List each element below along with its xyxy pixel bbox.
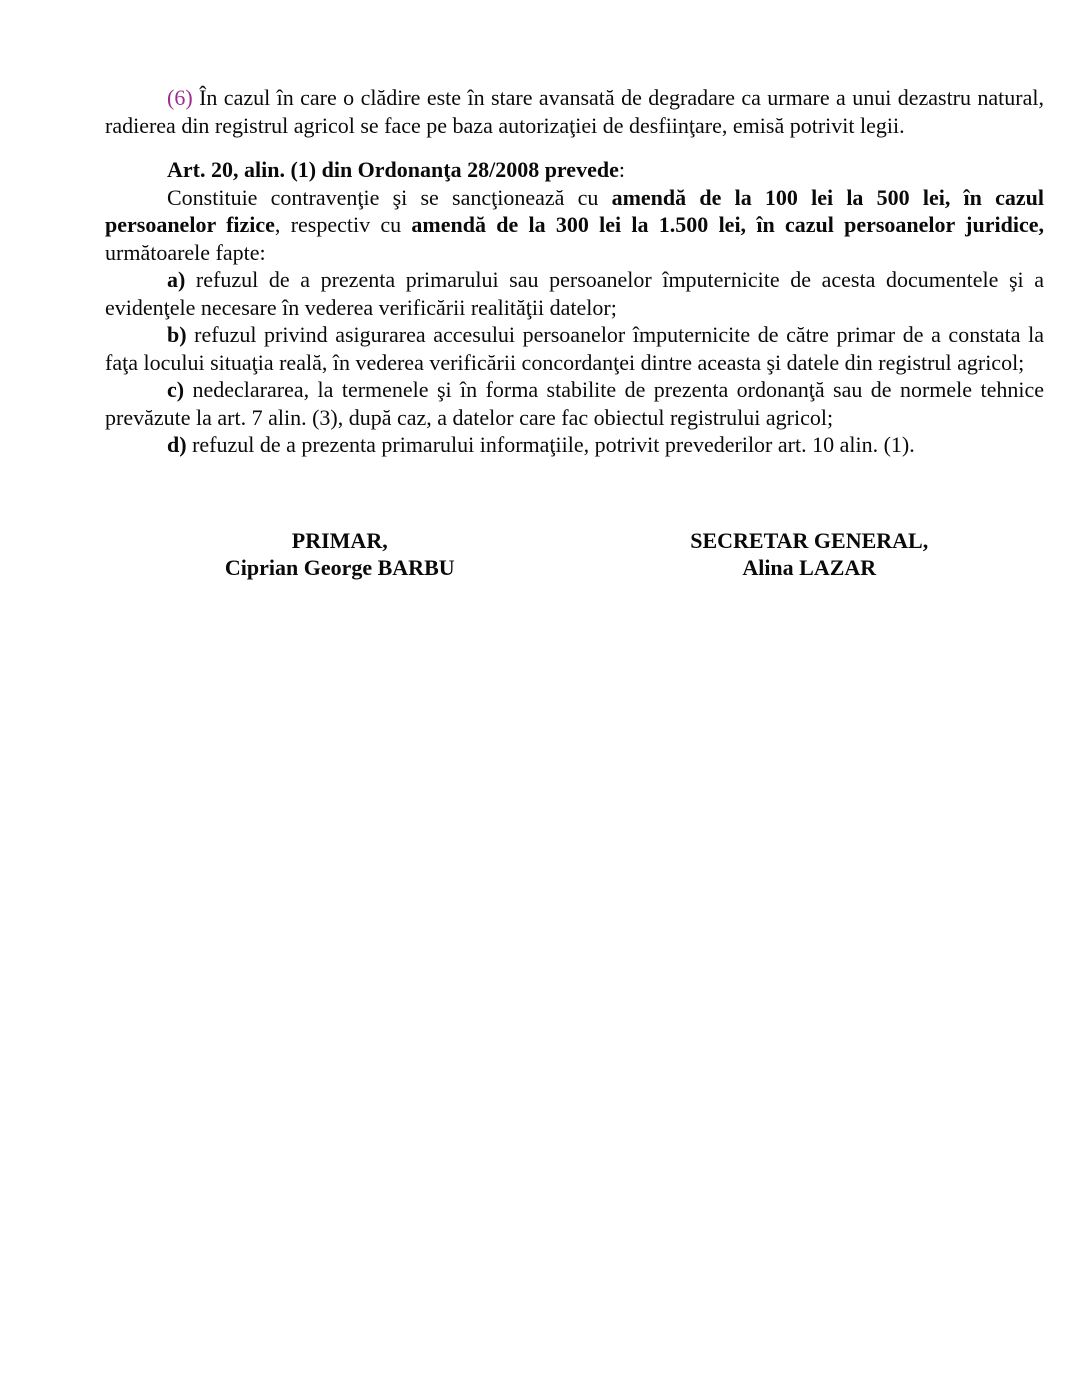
paragraph-6-text: În cazul în care o clădire este în stare avansată de degradare ca urmare a unui dezastru natural, radierea din registrul agricol se face pe baza autorizaţiei de desfiinţare, emisă potrivit legii. bbox=[105, 85, 1044, 138]
intro-bold-fine-individuals: amendă de la 100 lei la 500 lei, în cazul persoanelor fizice bbox=[105, 184, 1044, 237]
list-item-a-text: refuzul de a prezenta primarului sau persoanelor împuternicite de acesta documentele şi a evidenţele necesare în vederea verificării realităţii datelor; bbox=[105, 267, 1044, 320]
intro-part-1: Constituie contravenţie şi se sancţionează cu bbox=[167, 184, 612, 210]
signature-primar bbox=[105, 527, 575, 582]
list-item-c-text: nedeclararea, la termenele şi în forma stabilite de prezenta ordonanţă sau de normele tehnice prevăzute la art. 7 alin. (3), după caz, a datelor care fac obiectul registrului agricol; bbox=[105, 377, 1044, 430]
signature-primar-title: PRIMAR, bbox=[291, 527, 388, 553]
signature-primar-name: Ciprian George BARBU bbox=[224, 555, 455, 580]
article-heading-colon: : bbox=[618, 157, 625, 182]
list-item-b-letter: b) bbox=[167, 322, 187, 347]
list-item-d-text: refuzul de a prezenta primarului informaţiile, potrivit prevederilor art. 10 alin. (1). bbox=[186, 432, 915, 457]
list-item-d-letter: d) bbox=[167, 432, 187, 457]
list-item-c-letter: c) bbox=[167, 377, 185, 402]
signature-block bbox=[105, 527, 1044, 582]
list-item-d bbox=[105, 431, 1044, 459]
intro-bold-fine-legal-entities: amendă de la 300 lei la 1.500 lei, în cazul persoanelor juridice, bbox=[411, 212, 1044, 237]
intro-part-3: următoarele fapte: bbox=[105, 239, 266, 265]
paragraph-6 bbox=[105, 84, 1044, 139]
article-heading-bold: Art. 20, alin. (1) din Ordonanţa 28/2008 prevede bbox=[167, 157, 619, 182]
signature-secretar-general-title: SECRETAR GENERAL, bbox=[690, 527, 929, 553]
article-heading bbox=[105, 156, 1044, 184]
list-item-a bbox=[105, 266, 1044, 321]
list-item-b bbox=[105, 321, 1044, 376]
paragraph-6-marker: (6) bbox=[167, 85, 193, 110]
list-item-a-letter: a) bbox=[167, 267, 186, 292]
intro-part-2: , respectiv cu bbox=[274, 212, 412, 237]
list-item-c bbox=[105, 376, 1044, 431]
signature-secretar-general-name: Alina LAZAR bbox=[742, 555, 877, 580]
list-item-b-text: refuzul privind asigurarea accesului persoanelor împuternicite de către primar de a constata la faţa locului situaţia reală, în vederea verificării concordanţei dintre aceasta şi datele din registrul agricol; bbox=[105, 322, 1044, 375]
signature-secretar-general bbox=[575, 527, 1045, 582]
intro-paragraph bbox=[105, 184, 1044, 267]
